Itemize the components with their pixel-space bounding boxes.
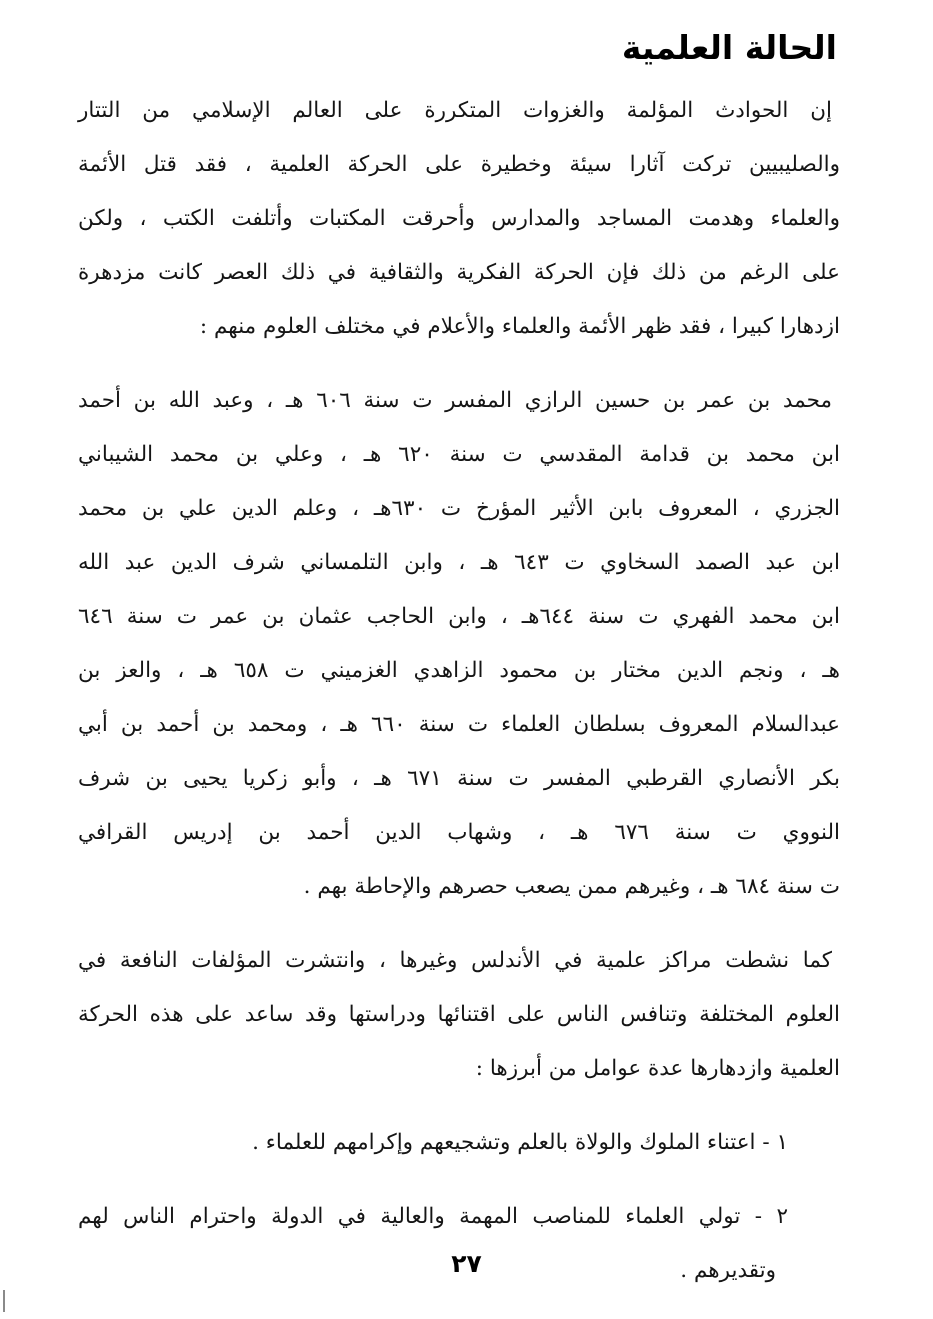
paragraph-gap: [78, 354, 840, 374]
paragraph-line: النووي ت سنة ٦٧٦ هـ ، وشهاب الدين أحمد بن إدريس القرافي: [78, 820, 840, 845]
paragraph-scholars: [78, 374, 840, 914]
paragraph-gap: [78, 914, 840, 934]
paragraph-centers: [78, 934, 840, 1096]
paragraph-line: ابن عبد الصمد السخاوي ت ٦٤٣ هـ ، وابن التلمساني شرف الدين عبد الله: [78, 550, 840, 575]
paragraph-line: والصليبيين تركت آثارا سيئة وخطيرة على الحركة العلمية ، فقد قتل الأئمة: [78, 152, 840, 177]
paragraph-line: كما نشطت مراكز علمية في الأندلس وغيرها ، وانتشرت المؤلفات النافعة في: [78, 948, 832, 973]
list-item: [78, 1116, 840, 1170]
body-text: [78, 84, 840, 1298]
paragraph-line: بكر الأنصاري القرطبي المفسر ت سنة ٦٧١ هـ ، وأبو زكريا يحيى بن شرف: [78, 766, 840, 791]
scan-edge-mark: [3, 1290, 5, 1312]
list-item-line: وتقديرهم .: [680, 1258, 776, 1283]
paragraph-line: الجزري ، المعروف بابن الأثير المؤرخ ت ٦٣٠هـ ، وعلم الدين علي بن محمد: [78, 496, 840, 521]
section-heading: الحالة العلمية: [621, 28, 837, 67]
paragraph-line: على الرغم من ذلك فإن الحركة الفكرية والثقافية في ذلك العصر كانت مزدهرة: [78, 260, 840, 285]
paragraph-gap: [78, 1096, 840, 1116]
paragraph-line: ابن محمد بن قدامة المقدسي ت سنة ٦٢٠ هـ ، وعلي بن محمد الشيباني: [78, 442, 840, 467]
paragraph-line: ابن محمد الفهري ت سنة ٦٤٤هـ ، وابن الحاجب عثمان بن عمر ت سنة ٦٤٦: [78, 604, 840, 629]
paragraph-line: العلوم المختلفة وتنافس الناس على اقتنائها ودراستها وقد ساعد على هذه الحركة: [78, 1002, 840, 1027]
list-item-line: ٢ - تولي العلماء للمناصب المهمة والعالية في الدولة واحترام الناس لهم: [78, 1204, 788, 1229]
paragraph-line: محمد بن عمر بن حسين الرازي المفسر ت سنة ٦٠٦ هـ ، وعبد الله بن أحمد: [78, 388, 832, 413]
paragraph-gap: [78, 1170, 840, 1190]
paragraph-line: والعلماء وهدمت المساجد والمدارس وأحرقت المكتبات وأتلفت الكتب ، ولكن: [78, 206, 840, 231]
paragraph-line: ت سنة ٦٨٤ هـ ، وغيرهم ممن يصعب حصرهم والإحاطة بهم .: [303, 874, 840, 899]
paragraph-intro: [78, 84, 840, 354]
paragraph-line: هـ ، ونجم الدين مختار بن محمود الزاهدي الغزميني ت ٦٥٨ هـ ، والعز بن: [78, 658, 841, 683]
paragraph-line: إن الحوادث المؤلمة والغزوات المتكررة على العالم الإسلامي من التتار: [78, 98, 832, 123]
list-item-line: ١ - اعتناء الملوك والولاة بالعلم وتشجيعهم وإكرامهم للعلماء .: [252, 1130, 788, 1155]
paragraph-line: العلمية وازدهارها عدة عوامل من أبرزها :: [475, 1056, 840, 1081]
page-number: ٢٧: [451, 1249, 482, 1278]
paragraph-line: عبدالسلام المعروف بسلطان العلماء ت سنة ٦٦٠ هـ ، ومحمد بن أحمد بن أبي: [78, 712, 840, 737]
paragraph-line: ازدهارا كبيرا ، فقد ظهر الأئمة والعلماء والأعلام في مختلف العلوم منهم :: [199, 314, 840, 339]
